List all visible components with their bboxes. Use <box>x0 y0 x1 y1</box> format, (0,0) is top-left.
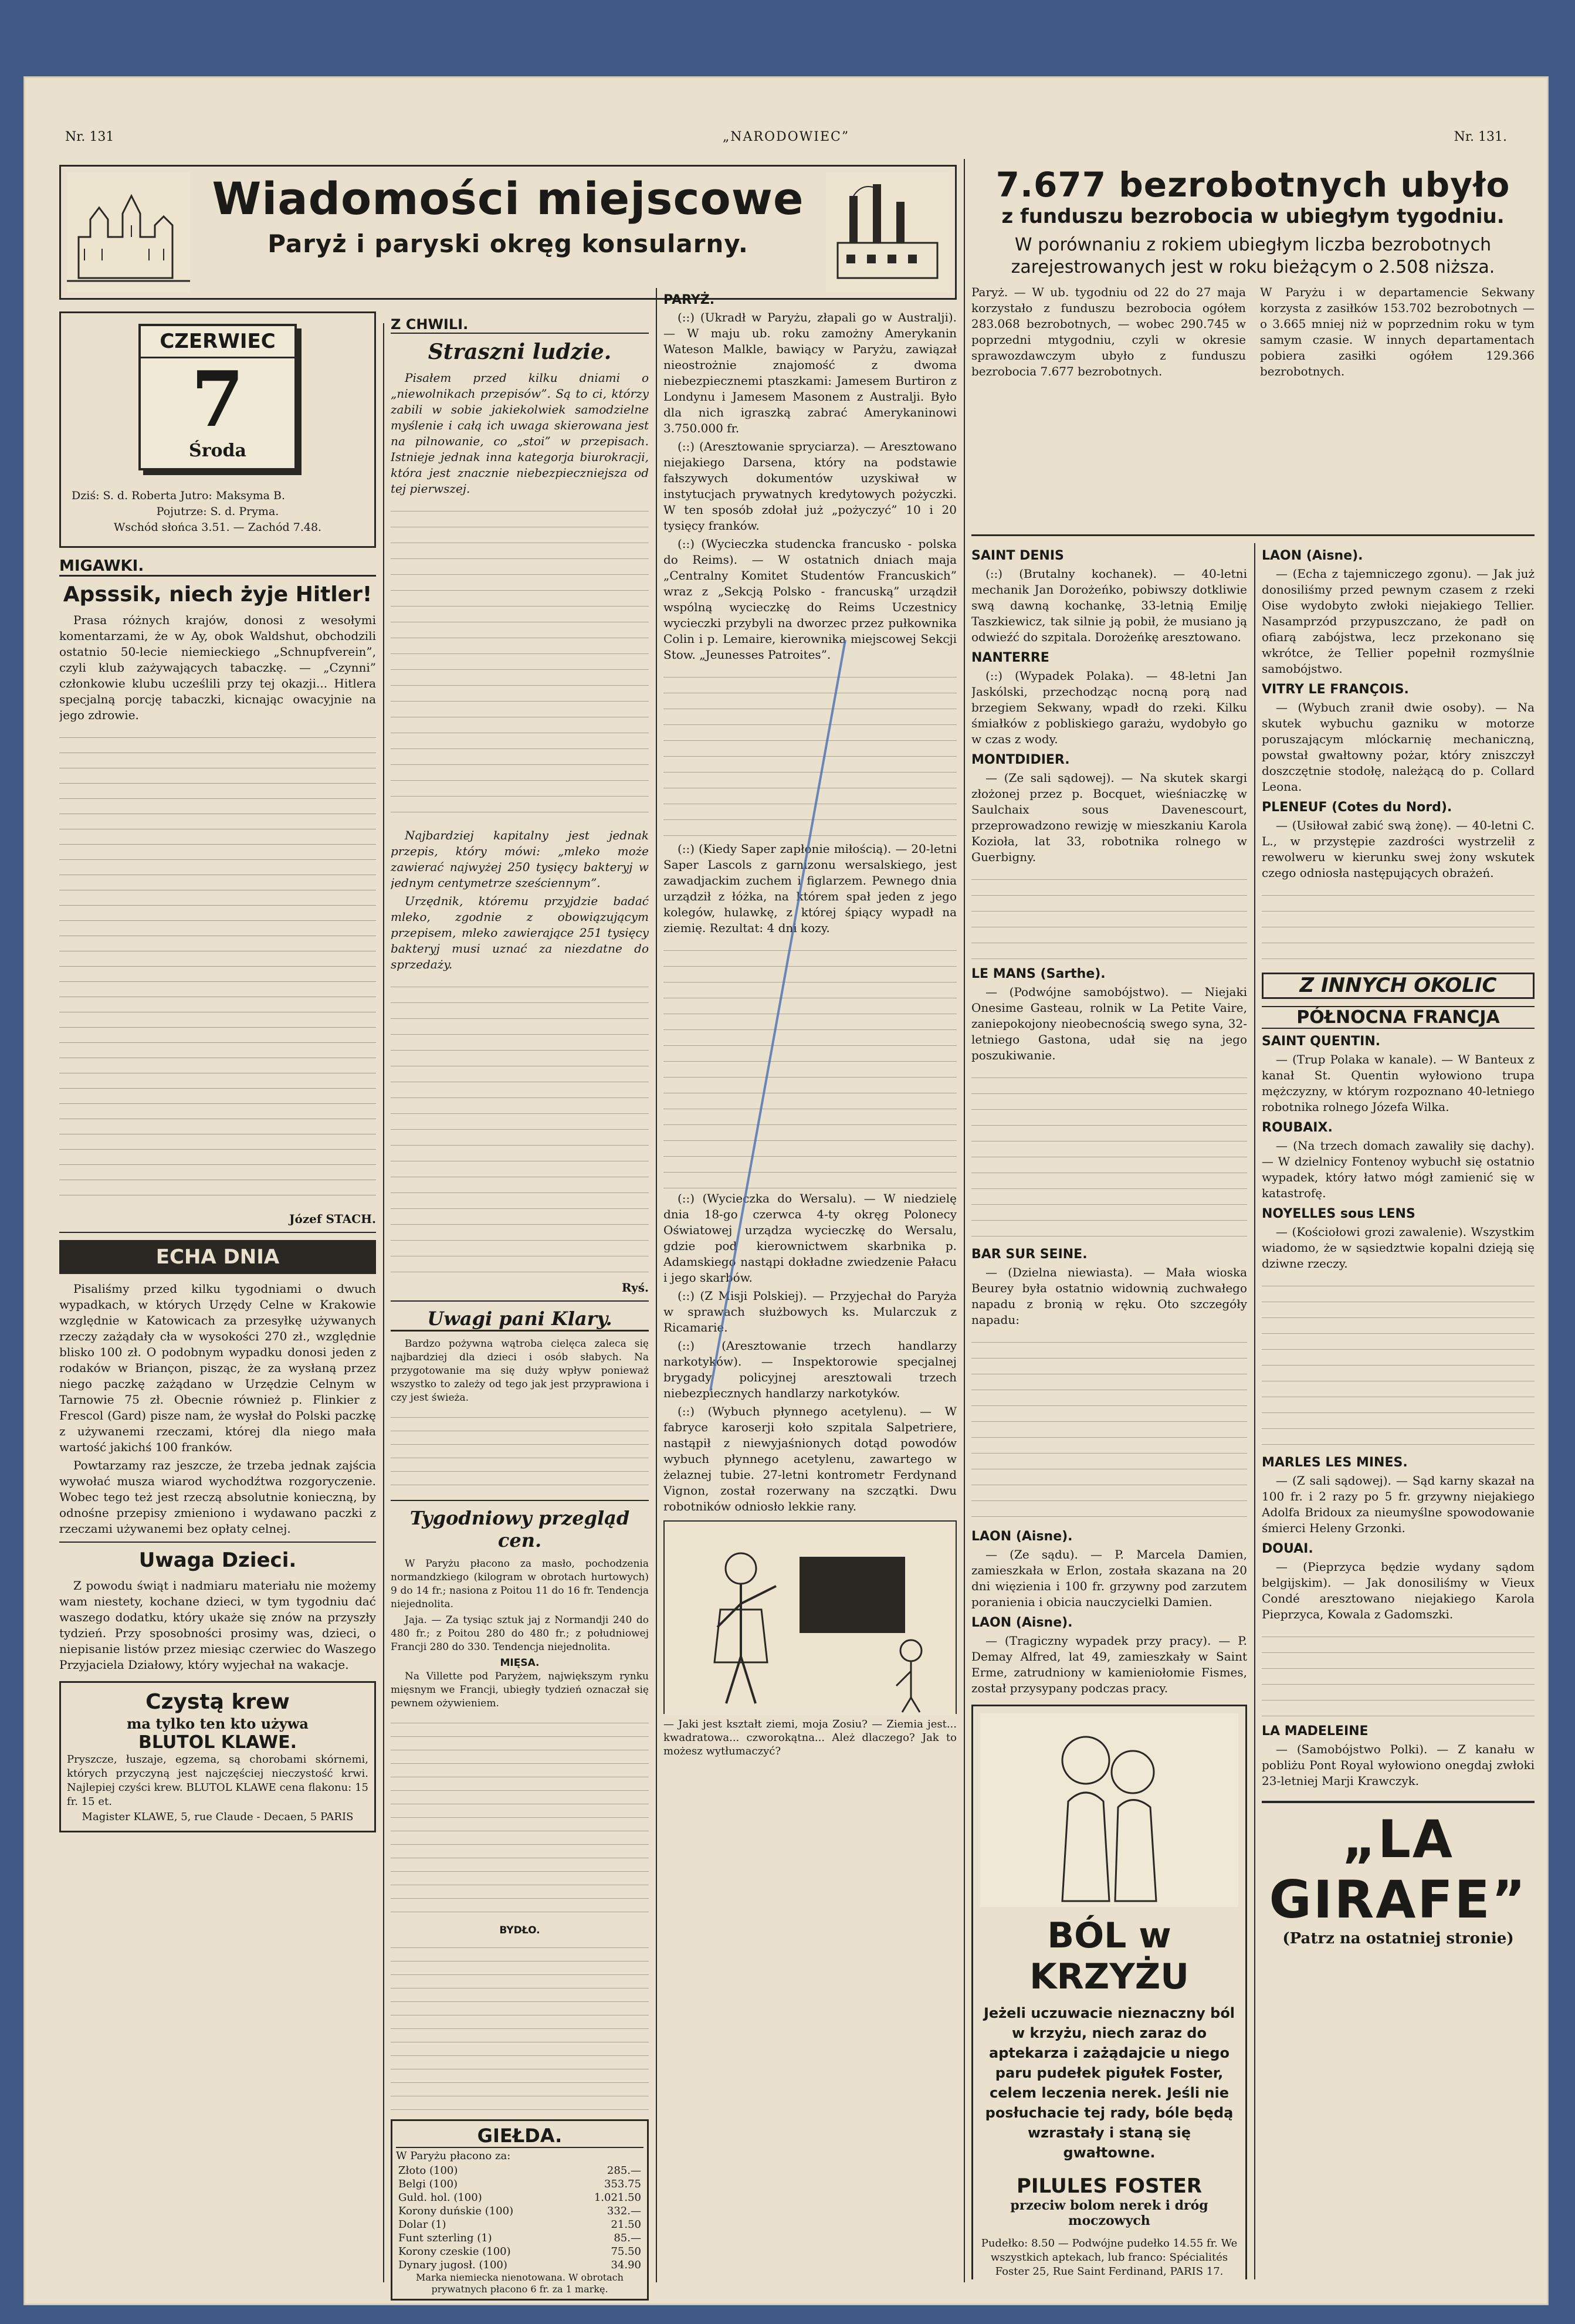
gielda-intro: W Paryżu płacono za: <box>396 2150 511 2162</box>
paryz-s7: (::) (Aresztowanie trzech handlarzy narkotyków). — Inspektorowie specjalnej brygady policyjnej aresztowali trzech niebezpiecznych handlarzy narkotyków. <box>663 1339 957 1400</box>
gielda-name: Złoto (100) <box>398 2164 458 2177</box>
bezrobocie-subhead: z funduszu bezrobocia w ubiegłym tygodniu. <box>1001 205 1505 228</box>
klary-body <box>391 1337 649 1405</box>
bezrobocie-headline: 7.677 bezrobotnych ubyło <box>995 165 1510 205</box>
migawki-label: MIGAWKI. <box>59 557 376 577</box>
douai-label: DOUAI. <box>1262 1542 1313 1556</box>
calendar-month: CZERWIEC <box>141 326 294 358</box>
przeglad-label: Tygodniowy przegląd cen. <box>409 1507 630 1551</box>
migawki-body <box>59 612 376 723</box>
column-2 <box>391 311 649 2305</box>
saint-denis-text: (::) (Brutalny kochanek). — 40-letni mechanik Jan Dorożeńko, pobiwszy dotkliwie swą dawną kochankę, 33-letnią Emilję Taszkiewicz, tak silnie ją pobił, że musiano ją odwieźć do szpitala. Dorożeńkę aresztowano. <box>971 567 1247 644</box>
foster-tagline: przeciw bolom nerek i dróg moczowych <box>1010 2198 1208 2228</box>
montdidier-text-lines <box>971 868 1247 961</box>
gielda-name: Funt szterling (1) <box>398 2232 492 2244</box>
other-regions-banner: Z INNYCH OKOLIC <box>1262 973 1535 999</box>
verse-text-lines <box>59 727 376 1208</box>
gielda-name: Guld. hol. (100) <box>398 2191 482 2204</box>
castle-illustration <box>67 172 190 293</box>
paryz-s6: (::) (Z Misji Polskiej). — Przyjechał do Paryża w sprawach służbowych ks. Mularczuk z Ricamarie. <box>663 1289 957 1334</box>
column-3 <box>663 288 957 2305</box>
przeglad-body <box>391 1557 649 2113</box>
roubaix-label: ROUBAIX. <box>1262 1120 1333 1135</box>
foster-brand: PILULES FOSTER <box>1016 2174 1203 2198</box>
vitry-text: — (Wybuch zranił dwie osoby). — Na skutek wybuchu gazniku w motorze poruszającym mlóckarnię mechaniczną, powstał gwałtowny pożar, który zniszczył doszczętnie stodołę, należącą do p. Collard Leona. <box>1262 700 1535 794</box>
klary-text-lines <box>391 1407 649 1495</box>
echa-body <box>59 1281 376 1537</box>
chwili-paragraph-3: Urzędnik, któremu przyjdzie badać mleko, zgodnie z obowiązującym przepisem, mleko zawierające 251 tysięcy bakteryj musi uznać za niezdatne do sprzedaży. <box>391 894 649 971</box>
factory-illustration <box>826 172 949 293</box>
przeglad-bydlo: BYDŁO. <box>499 1925 540 1936</box>
bezrobocie-left: Paryż. — W ub. tygodniu od 22 do 27 maja korzystało z funduszu bezrobocia ogółem 283.068 bezrobotnych, — wobec 290.745 w poprzedni mtygodniu, czyli w okresie sprawozdawczym ubyło z funduszu bezrobocia 7.677 bezrobotnych. <box>971 285 1246 378</box>
migawki-verses <box>59 727 376 1208</box>
gielda-table <box>396 2164 643 2272</box>
cartoon-caption: — Jaki jest kształt ziemi, moja Zosiu? — Ziemia jest... kwadratowa... czworokątna... Ależ dlaczego? Jak to możesz wytłumaczyć? <box>663 1718 957 1757</box>
calendar-weekday: Środa <box>189 441 246 461</box>
north-france-label: PÓŁNOCNA FRANCJA <box>1262 1006 1535 1029</box>
noyelles-label: NOYELLES sous LENS <box>1262 1207 1415 1221</box>
blutol-subhead: ma tylko ten kto używa <box>127 1715 309 1732</box>
paryz-s8: (::) (Wybuch płynnego acetylenu). — W fabryce karoserji koło szpitala Salpetriere, nastąpił z niewyjaśnionych dotąd powodów wybuch płynnego acetylenu, zawartego w żelaznej tubie. 27-letni kontrometr Ferdynand Vignon, został rozerwany na szczątki. Dwu robotników odniosło lekkie rany. <box>663 1404 957 1513</box>
chwili-paragraph-2: Najbardziej kapitalny jest jednak przepis, który mówi: „mleko może zawierać najwyżej 250 tysięcy bakteryj w jednym centymetrze sześciennym”. <box>391 828 649 890</box>
masthead <box>24 130 1548 147</box>
bar-sur-seine-text: — (Dzielna niewiasta). — Mała wioska Beurey była ostatnio widownią zuchwałego napadu z bronią w ręku. Oto szczegóły napadu: <box>971 1265 1247 1327</box>
pen-stroke-mark <box>704 634 857 1397</box>
gielda-value: 1.021.50 <box>594 2191 641 2204</box>
table-row <box>396 2231 643 2245</box>
chwili-headline: Straszni ludzie. <box>428 340 612 364</box>
chwili-body <box>391 370 649 1280</box>
issue-number-left: Nr. 131 <box>65 130 114 144</box>
gielda-value: 85.— <box>614 2232 641 2244</box>
laon-text: — (Echa z tajemniczego zgonu). — Jak już donosiliśmy przed pewnym czasem z rzeki Oise wydobyto zwłoki niejakiego Tellier. Nasamprzód przypuszczano, że padł on ofiarą zabójstwa, lecz przekonano się wkrótce, że Tellier popełnił rozmyślnie samobójstwo. <box>1262 567 1535 676</box>
foster-ad <box>971 1705 1247 2279</box>
calendar-notes <box>72 488 364 536</box>
madeleine-text: — (Samobójstwo Polki). — Z kanału w pobliżu Pont Royal wyłowiono onegdaj zwłoki 23-letniej Marji Krawczyk. <box>1262 1742 1535 1788</box>
gielda-label: GIEŁDA. <box>396 2125 643 2148</box>
bezrobocie-lead: W porównaniu z rokiem ubiegłym liczba bezrobotnych zarejestrowanych jest w roku bieżącym o 2.508 niższa. <box>1011 235 1495 277</box>
saint-denis-label: SAINT DENIS <box>971 548 1064 563</box>
gielda-name: Belgi (100) <box>398 2178 458 2190</box>
madeleine-label: LA MADELEINE <box>1262 1724 1369 1739</box>
right-regional <box>1262 548 1535 1789</box>
dzieci-label: Uwaga Dzieci. <box>138 1549 297 1572</box>
przeglad-text-lines-2 <box>391 1937 649 2113</box>
blutol-body: Pryszcze, łuszaje, egzema, są chorobami skórnemi, których przyczyną jest najczęściej nieczystość krwi. Najlepiej czyści krew. BLUTOL KLAWE cena flakonu: 15 fr. 15 et. <box>67 1753 368 1808</box>
calendar-box <box>59 311 376 548</box>
gielda-note: Marka niemiecka nienotowana. W obrotach prywatnych płacono 6 fr. za 1 markę. <box>416 2272 624 2295</box>
bar-sur-seine-text-lines <box>971 1330 1247 1524</box>
roubaix-text: — (Na trzech domach zawaliły się dachy). — W dzielnicy Fontenoy wybuchł się ostatnio wypadek, który łatwo mógł zamienić się w katastrofę. <box>1262 1139 1535 1200</box>
le-mans-label: LE MANS (Sarthe). <box>971 967 1106 981</box>
laon-text-2: — (Tragiczny wypadek przy pracy). — P. Demay Alfred, lat 49, zamieszkały w Saint Erme, zatrudniony w kamieniołomie Fismes, został przysypany podczas pracy. <box>971 1634 1247 1695</box>
column-1 <box>59 311 376 2305</box>
le-mans-text-lines <box>971 1066 1247 1242</box>
section-title: Wiadomości miejscowe <box>212 172 804 225</box>
table-row <box>396 2258 643 2272</box>
douai-text-lines <box>1262 1625 1535 1719</box>
la-girafe-subtitle: (Patrz na ostatniej stronie) <box>1282 1930 1514 1947</box>
saint-quentin-text: — (Trup Polaka w kanale). — W Banteux z kanał St. Quentin wyłowiono trupa mężczyzny, w którym rozpoznano 40-letniego robotnika rolnego Józefa Wilka. <box>1262 1052 1535 1114</box>
regional-news <box>971 548 1247 1696</box>
la-girafe-title: „LA GIRAFE” <box>1269 1809 1527 1930</box>
echa-label: ECHA DNIA <box>59 1240 376 1274</box>
paryz-s1: (::) (Ukradł w Paryżu, złapali go w Australji). — W maju ub. roku zamożny Amerykanin Wateson Malkle, bawiący w Paryżu, zawiązał nieostrożnie znajomość z dwoma niebezpiecznemi ptaszkami: Jamesem Burtiron z Londynu i Jamesem Masonem z Australji. Było dla nich igraszką zabrać Amerykaninowi 3.750.000 fr. <box>663 310 957 435</box>
saint-quentin-label: SAINT QUENTIN. <box>1262 1034 1381 1049</box>
przeglad-p1: W Paryżu płacono za masło, pochodzenia normandzkiego (kilogram w obrotach hurtowych) 9 do 14 fr.; nasiona z Poitou 11 do 16 fr. Tendencja niejednolita. <box>391 1558 649 1610</box>
montdidier-text: — (Ze sali sądowej). — Na skutek skargi złożonej przez p. Bocquet, wieśniaczkę w Saulchaix sous Davenescourt, przeprowadzono rewizję w mieszkaniu Karola Kozioła, lat 33, robotnika rolnego w Guerbigny. <box>971 771 1247 864</box>
douai-text: — (Pieprzyca będzie wydany sądom belgijskim). — Jak donosiliśmy w Vieux Condé aresztowano niejakiego Karola Pieprzyca, Kowala z Gadomszki. <box>1262 1560 1535 1621</box>
column-4a <box>971 543 1247 2279</box>
blutol-brand: BLUTOL KLAWE. <box>138 1732 297 1753</box>
echa-paragraph-2: Powtarzamy raz jeszcze, że trzeba jednak zajścia wywołać musza wiarod wychodźtwa rozgoryczenie. Wobec tego też jest rzeczą absolutnie konieczną, by odnośne przepisy zmieniono i wydawano paczki z rzeczami używanemi bez opłaty celnej. <box>59 1458 376 1536</box>
calendar-day: 7 <box>191 354 245 444</box>
gielda-value: 34.90 <box>611 2259 641 2271</box>
gielda-box <box>391 2119 649 2301</box>
gielda-name: Korony duńskie (100) <box>398 2205 514 2217</box>
foster-illustration <box>980 1713 1238 1907</box>
migawki-text: Prasa różnych krajów, donosi z wesołymi komentarzami, że w Ay, obok Waldshut, obchodzili ostatnio 50-lecie niemieckiego „Schnupfverein”, czyli klub zażywających tabaczkę. — „Czynni” członkowie klubu ucześlili przy tej okazji... Hitlera specjalną porcję tabaczki, kicnając owacyjnie na jego zdrowie. <box>59 613 376 722</box>
gielda-value: 75.50 <box>611 2245 641 2258</box>
paryz-s2: (::) (Aresztowanie spryciarza). — Aresztowano niejakiego Darsena, który na podstawie fałszywych dokumentów uzyskiwał w instytucjach prywatnych kredytowych pożyczki. W ten sposób zdołał już „pożyczyć” 10 i 20 tysięcy franków. <box>663 439 957 533</box>
vitry-label: VITRY LE FRANÇOIS. <box>1262 682 1409 697</box>
newspaper-name: „NARODOWIEC” <box>722 130 850 144</box>
przeglad-mieso: MIĘSA. <box>500 1657 540 1669</box>
gielda-name: Dolar (1) <box>398 2218 446 2231</box>
echa-paragraph-1: Pisaliśmy przed kilku tygodniami o dwuch wypadkach, w których Urzędy Celne w Krakowie względnie w Katowicach za przesyłkę używanych rzeczy zażądały cła w wysokości 270 zł., względnie blisko 100 zł. O podobnym wypadku donosi jeden z rodaków w Briançon, pisząc, że za wysłaną przez niego paczkę zażądano w Urzędzie Celnym w Tarnowie 75 zł. Obecnie również p. Flinkier z Frescol (Gard) pisze nam, że wysłał do Polski paczkę z używanemi rzeczami, której dla niego mała wartość jakichś 100 franków. <box>59 1282 376 1454</box>
przeglad-p2: Jaja. — Za tysiąc sztuk jaj z Normandji 240 do 480 fr.; z Poitou 280 do 480 fr.; z południowej Francji 280 do 330. Tendencja niejednolita. <box>391 1614 649 1653</box>
chwili-paragraph-1: Pisałem przed kilku dniami o „niewolnikach przepisów”. Są to ci, którzy zabili w sobie jakiekolwiek samodzielne myślenie i całą ich uwaga skierowana jest na pilnowanie, co „stoi” w przepisach. Istnieje jednak inna kategorja biurokracji, która jest znacznie niebezpieczniejsza od tej pierwszej. <box>391 371 649 496</box>
nanterre-text: (::) (Wypadek Polaka). — 48-letni Jan Jaskólski, przechodząc nocną porą nad brzegiem Sekwany, wpadł do rzeki. Kilku śmiałków z pobliskiego garażu, wydobyło go w czas z wody. <box>971 669 1247 746</box>
blutol-address: Magister KLAWE, 5, rue Claude - Decaen, 5 PARIS <box>82 1811 354 1823</box>
przeglad-text-lines <box>391 1713 649 1924</box>
migawki-headline: Apsssik, niech żyje Hitler! <box>63 582 372 607</box>
issue-number-right: Nr. 131. <box>1454 130 1507 144</box>
pleneuf-text-lines <box>1262 883 1535 965</box>
table-row <box>396 2218 643 2231</box>
calendar-card <box>138 324 297 470</box>
montdidier-label: MONTDIDIER. <box>971 753 1070 767</box>
gielda-value: 21.50 <box>611 2218 641 2231</box>
chwili-text-lines <box>391 499 649 828</box>
gielda-value: 332.— <box>607 2205 641 2217</box>
pleneuf-label: PLENEUF (Cotes du Nord). <box>1262 800 1452 815</box>
table-row <box>396 2191 643 2204</box>
pleneuf-text: — (Usiłował zabić swą żonę). — 40-letni C. L., w przystępie zazdrości wystrzelił z rewolweru w kierunku swej żony wskutek czego odniosła następujących obrażeń. <box>1262 818 1535 880</box>
calendar-line-1: Dziś: S. d. Roberta Jutro: Maksyma B. <box>72 489 286 502</box>
marles-label: MARLES LES MINES. <box>1262 1455 1408 1470</box>
foster-body: Jeżeli uczuwacie nieznaczny ból w krzyżu, niech zaraz do aptekarza i zażądajcie u niego paru pudełek pigułek Foster, celem leczenia nerek. Jeśli nie posłuchacie tej rady, bóle będą wzrastały i staną się gwałtowne. <box>983 2005 1235 2161</box>
foster-address: Pudełko: 8.50 — Podwójne pudełko 14.55 fr. We wszystkich aptekach, lub franco: Spécialités Foster 25, Rue Saint Ferdinand, PARIS 17. <box>981 2237 1238 2278</box>
noyelles-text: — (Kościołowi grozi zawalenie). Wszystkim wiadomo, że w sąsiedztwie kopalni dzieją się dziwne rzeczy. <box>1262 1225 1535 1271</box>
newspaper-page <box>23 76 1549 2305</box>
table-row <box>396 2177 643 2191</box>
gielda-value: 285.— <box>607 2164 641 2177</box>
la-girafe-ad <box>1262 1801 1535 1947</box>
blutol-headline: Czystą krew <box>145 1690 290 1714</box>
foster-headline: BÓL w KRZYŻU <box>1029 1915 1189 1997</box>
paryz-s5: (::) (Wycieczka do Wersalu). — W niedzielę dnia 18-go czerwca 4-ty okręg Polonecy Oświatowej urządza wycieczkę do Wersalu, gdzie pod kierownictwem skarbnika p. Adamskiego nastąpi dokładne zwiedzenie Pałacu i jego skarbów. <box>663 1191 957 1285</box>
laon-label: LAON (Aisne). <box>1262 548 1363 563</box>
chwili-author: Ryś. <box>621 1280 649 1295</box>
table-row <box>396 2164 643 2177</box>
nanterre-label: NANTERRE <box>971 651 1049 665</box>
table-row <box>396 2245 643 2258</box>
migawki-author: Józef STACH. <box>289 1212 376 1226</box>
local-news-header <box>59 165 957 300</box>
gielda-name: Dynary jugosł. (100) <box>398 2259 507 2271</box>
paryz-s4: (::) (Kiedy Saper zapłonie miłością). — 20-letni Saper Lascols z garnizonu wersalskiego, jest zawadjackim zuchem i figlarzem. Pewnego dnia urządził z łóżka, na którem spał jeden z jego kolegów, hulawkę, z której śpiący wypadł na ziemię. Rezultat: 4 dni kozy. <box>663 842 957 935</box>
laon-label-2: LAON (Aisne). <box>971 1615 1073 1630</box>
marles-text: — (Z sali sądowej). — Sąd karny skazał na 100 fr. i 2 razy po 5 fr. grzywny niejakiego Adolfa Bridoux za nieumyślne spowodowanie śmierci Heleny Grzonki. <box>1262 1473 1535 1535</box>
calendar-line-3: Wschód słońca 3.51. — Zachód 7.48. <box>113 521 322 534</box>
section-subtitle: Paryż i paryski okręg konsularny. <box>267 229 748 258</box>
dzieci-body <box>59 1578 376 1673</box>
paryz-label: PARYŻ. <box>663 293 715 307</box>
chwili-label: Z CHWILI. <box>391 316 649 334</box>
chwili-text-lines-2 <box>391 975 649 1280</box>
column-4-top <box>971 165 1535 529</box>
bezrobocie-right: W Paryżu i w departamencie Sekwany korzysta z zasiłków 153.702 bezrobotnych — o 3.665 mniej niż w poprzednim roku w tym samym czasie. W innych departamentach pobiera zasiłki ogółem 129.366 bezrobotnych. <box>1260 285 1535 378</box>
laon-label-1: LAON (Aisne). <box>971 1529 1073 1544</box>
classroom-cartoon <box>663 1520 957 1714</box>
calendar-line-2: Pojutrze: S. d. Pryma. <box>156 505 279 518</box>
column-5 <box>1262 543 1535 2279</box>
blutol-ad <box>59 1681 376 1832</box>
paryz-s3: (::) (Wycieczka studencka francusko - polska do Reims). — W ostatnich dniach maja „Centralny Komitet Studentów Francuskich” wraz z „Sekcją Polsko - francuską” urządził wspólną wycieczkę do Reims Uczestnicy wycieczki przybyli na dworzec przez pułkownika Colin i p. Lemaire, kierownika miejscowej Sekcji Stow. „Jeunesses Patroites”. <box>663 537 957 662</box>
klary-label: Uwagi pani Klary. <box>391 1307 649 1332</box>
noyelles-text-lines <box>1262 1274 1535 1450</box>
gielda-value: 353.75 <box>604 2178 641 2190</box>
laon-text-1: — (Ze sądu). — P. Marcela Damien, zamieszkała w Erlon, została skazana na 20 dni więzienia i 100 fr. grzywny pod zarzutem poranienia i obicia nauczycielki Damien. <box>971 1547 1247 1609</box>
przeglad-p3: Na Villette pod Paryżem, największym rynku mięsnym we Francji, ubiegły tydzień oznaczał się pewnem ożywieniem. <box>391 1671 649 1709</box>
bar-sur-seine-label: BAR SUR SEINE. <box>971 1247 1088 1262</box>
klary-text: Bardzo pożywna wątroba cielęca zaleca się najbardziej dla dzieci i osób słabych. Na przygotowanie ma się duży wpływ ponieważ wszystko to zależy od tego jak jest przyprawiona i czy jest świeża. <box>391 1338 649 1404</box>
dzieci-text: Z powodu świąt i nadmiaru materiału nie możemy wam niestety, kochane dzieci, w tym tygodniu dać waszego dodatku, który ukaże się znów na przyszły tydzień. Przy sposobności prosimy was, dzieci, o niepisanie listów przez miesiąc czerwiec do Waszego Przyjaciela Działowy, który wyjechał na wakacje. <box>59 1578 376 1672</box>
table-row <box>396 2204 643 2218</box>
gielda-name: Korony czeskie (100) <box>398 2245 511 2258</box>
le-mans-text: — (Podwójne samobójstwo). — Niejaki Onesime Gasteau, rolnik w La Petite Vaire, zaniepokojony nieobecnością swego syna, 32-letniego Gastona, udał się na jego poszukiwanie. <box>971 985 1247 1062</box>
